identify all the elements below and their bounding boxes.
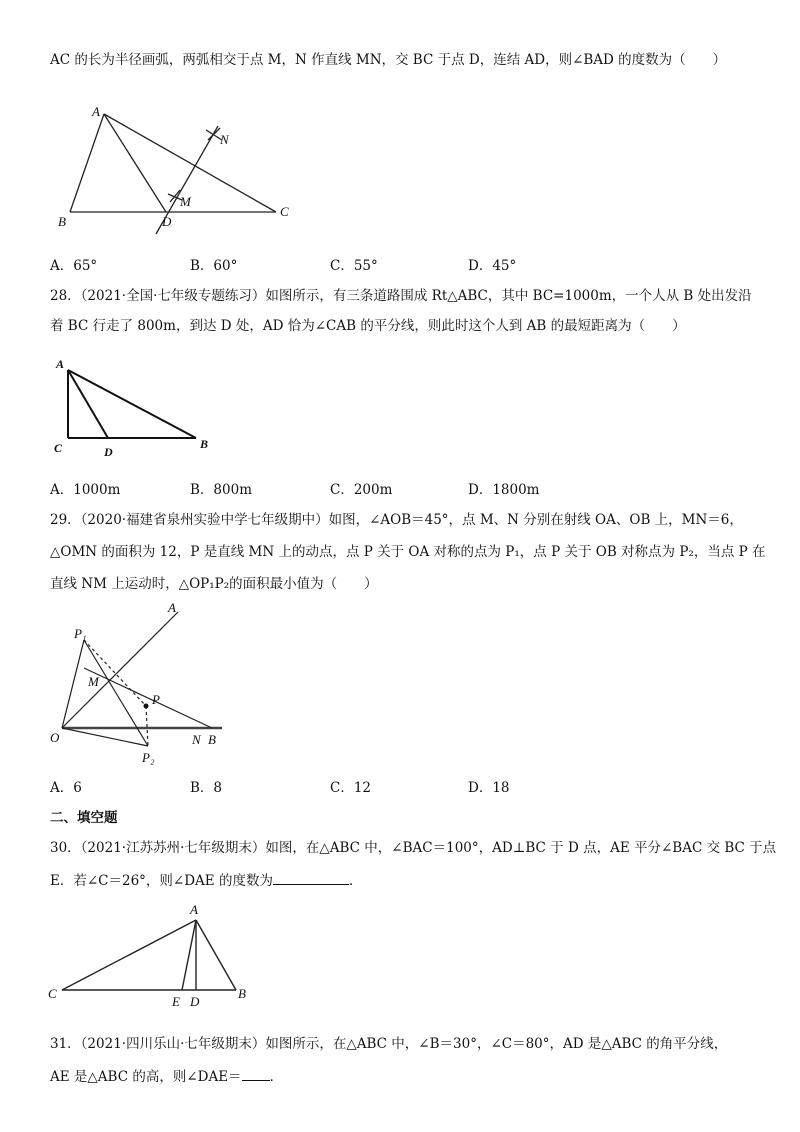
q27-label-d: D (162, 214, 172, 229)
q29-point-p (144, 704, 149, 709)
q27-segment-ab (70, 114, 104, 212)
q29-label-p2: P₂ (142, 750, 155, 765)
q31-text-line2-prefix: AE 是△ABC 的高，则∠DAE＝ (50, 1069, 242, 1085)
q31-answer-blank[interactable] (242, 1066, 270, 1081)
q29-figure (46, 600, 246, 770)
q29-option-b: B．8 (190, 780, 223, 796)
q30-label-c: C (48, 986, 57, 1001)
q28-figure (50, 352, 220, 462)
q30-label-d: D (190, 994, 200, 1009)
q30-segment-ca (62, 920, 196, 990)
q27-figure (50, 100, 310, 240)
q27-label-m: M (180, 194, 191, 209)
q29-label-o: O (50, 730, 60, 745)
q30-segment-ae (182, 920, 196, 990)
q29-option-a: A．6 (50, 780, 82, 796)
q28-label-b: B (200, 437, 209, 451)
q27-label-b: B (58, 214, 66, 229)
q30-text-line2 (50, 870, 362, 891)
q28-label-c: C (54, 441, 63, 455)
q28-option-a: A．1000m (50, 482, 121, 498)
q30-text-line2-suffix: ． (348, 873, 363, 889)
q27-option-a: A．65° (50, 258, 98, 274)
q29-text-line3: 直线 NM 上运动时，△OP₁P₂的面积最小值为（ ） (50, 576, 378, 592)
q27-option-d: D．45° (468, 258, 517, 274)
q29-label-p: P (152, 692, 160, 707)
q28-label-a: A (56, 357, 65, 371)
section-title-fill-in: 二、填空题 (50, 810, 118, 826)
q30-segment-ab (196, 920, 236, 990)
q30-text-line2-prefix: E．若∠C＝26°，则∠DAE 的度数为 (50, 873, 273, 889)
q27-label-a: A (92, 104, 100, 119)
q31-text-line1: 31．（2021·四川乐山·七年级期末）如图所示，在△ABC 中，∠B＝30°，∠C＝80°，AD 是△ABC 的角平分线， (50, 1036, 728, 1052)
q28-text-line2: 着 BC 行走了 800m，到达 D 处，AD 恰为∠CAB 的平分线，则此时这个人到 AB 的最短距离为（ ） (50, 318, 686, 334)
q29-dash-pp2 (146, 706, 148, 746)
q29-label-b: B (208, 732, 216, 747)
q29-option-d: D．18 (468, 780, 510, 796)
q27-label-c: C (280, 204, 289, 219)
q29-segment-op2 (62, 728, 148, 746)
q27-segment-ad (104, 114, 166, 212)
q30-label-e: E (172, 994, 180, 1009)
q27-option-c: C．55° (330, 258, 378, 274)
q27-label-n: N (220, 132, 229, 147)
q28-option-c: C．200m (330, 482, 393, 498)
q29-label-n: N (192, 732, 201, 747)
q27-option-b: B．60° (190, 258, 238, 274)
q29-text-line2: △OMN 的面积为 12，P 是直线 MN 上的动点，点 P 关于 OA 对称的点为 P₁，点 P 关于 OB 对称点为 P₂，当点 P 在 (50, 544, 766, 560)
q31-text-line2-suffix: ． (269, 1069, 284, 1085)
q28-label-d: D (104, 445, 113, 459)
q29-line-mn (84, 668, 212, 728)
q29-label-m: M (88, 674, 99, 689)
q29-label-p1: P₁ (74, 626, 87, 641)
q30-answer-blank[interactable] (273, 870, 349, 885)
q30-label-a: A (190, 902, 198, 917)
q31-text-line2 (50, 1066, 283, 1087)
q29-option-c: C．12 (330, 780, 372, 796)
q29-segment-op1 (62, 640, 84, 728)
q30-text-line1: 30．（2021·江苏苏州·七年级期末）如图，在△ABC 中，∠BAC＝100°，AD⊥BC 于 D 点，AE 平分∠BAC 交 BC 于点 (50, 840, 777, 856)
q30-figure (40, 900, 270, 1015)
q30-label-b: B (238, 986, 246, 1001)
q29-text-line1: 29．（2020·福建省泉州实验中学七年级期中）如图，∠AOB＝45°，点 M、N 分别在射线 OA、OB 上，MN＝6， (50, 512, 743, 528)
q27-text-line1: AC 的长为半径画弧，两弧相交于点 M，N 作直线 MN，交 BC 于点 D，连结 AD，则∠BAD 的度数为（ ） (50, 52, 727, 68)
q28-option-b: B．800m (190, 482, 252, 498)
q29-label-a: A (168, 600, 176, 615)
q28-option-d: D．1800m (468, 482, 540, 498)
q28-text-line1: 28．（2021·全国·七年级专题练习）如图所示，有三条道路围成 Rt△ABC，其中 BC=1000m，一个人从 B 处出发沿 (50, 288, 752, 304)
